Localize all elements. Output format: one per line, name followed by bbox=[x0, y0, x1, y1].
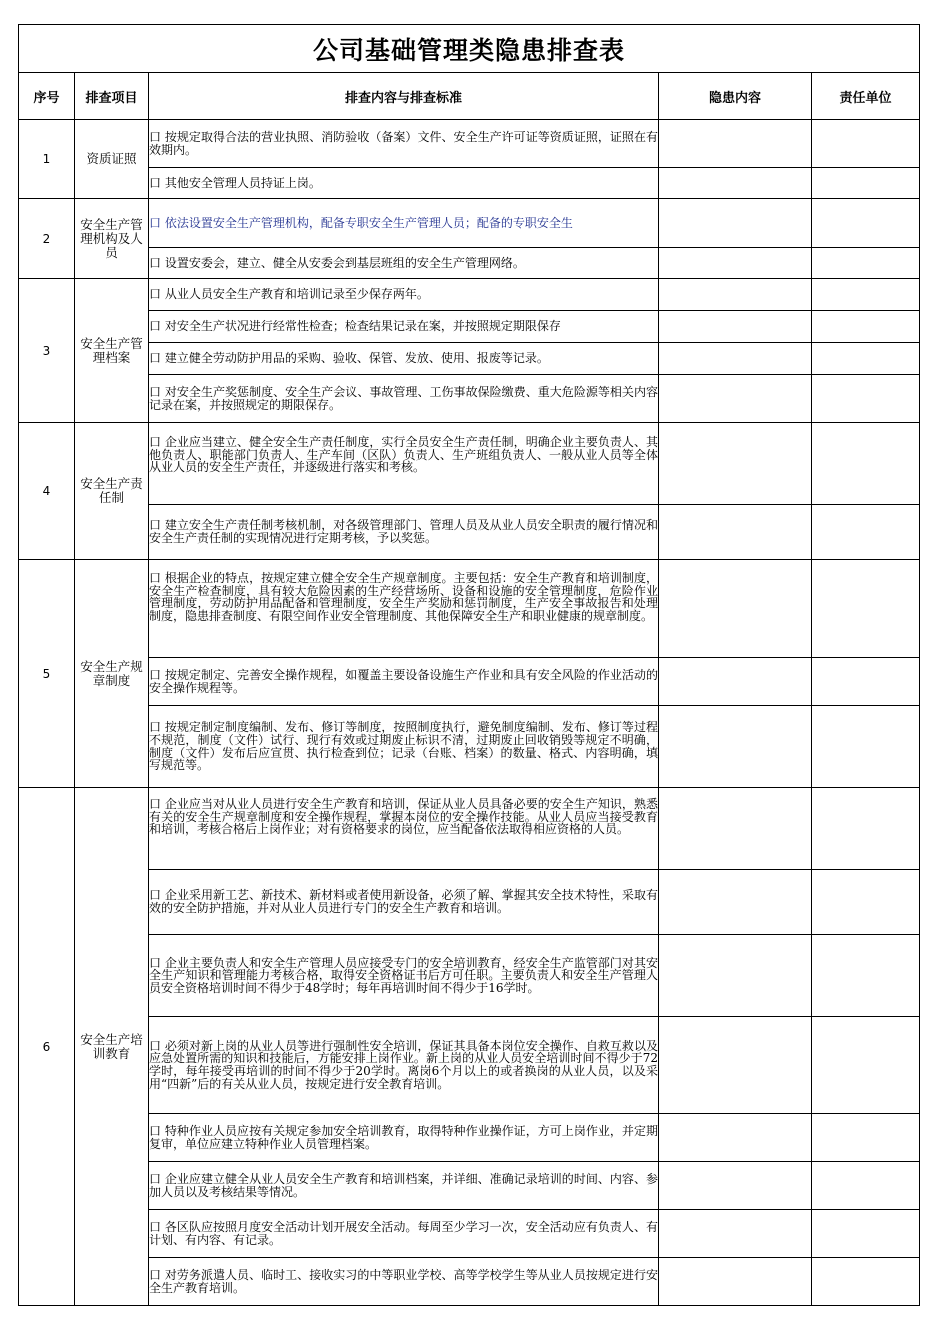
hazard-cell[interactable] bbox=[659, 706, 812, 788]
check-item: 口 对安全生产状况进行经常性检查；检查结果记录在案，并按照规定期限保存 bbox=[149, 311, 659, 343]
header-hazard: 隐患内容 bbox=[659, 73, 812, 120]
unit-cell[interactable] bbox=[812, 199, 920, 248]
header-content: 排查内容与排查标准 bbox=[149, 73, 659, 120]
table-row bbox=[19, 1114, 920, 1162]
check-item: 口 必须对新上岗的从业人员等进行强制性安全培训，保证其具备本岗位安全操作、自救互救以及应急处置所需的知识和技能后，方能安排上岗作业。新上岗的从业人员安全培训时间不得少于72学时，每年接受再培训的时间不得少于20学时。离岗6个月以上的或者换岗的从业人员，以及采用“四新”后的有关从业人员，按规定进行安全教育培训。 bbox=[149, 1017, 659, 1114]
check-item: 口 企业应当建立、健全安全生产责任制度，实行全员安全生产责任制，明确企业主要负责人、其他负责人、职能部门负责人、生产车间（区队）负责人、生产班组负责人、一般从业人员等全体从业人员的安全生产责任，并逐级进行落实和考核。 bbox=[149, 423, 659, 505]
section-category: 安全生产培训教育 bbox=[75, 788, 149, 1306]
check-item: 口 对劳务派遣人员、临时工、接收实习的中等职业学校、高等学校学生等从业人员按规定进行安全生产教育培训。 bbox=[149, 1258, 659, 1306]
table-row bbox=[19, 658, 920, 706]
unit-cell[interactable] bbox=[812, 658, 920, 706]
check-item: 口 根据企业的特点，按规定建立健全安全生产规章制度。主要包括：安全生产教育和培训制度，安全生产检查制度，具有较大危险因素的生产经营场所、设备和设施的安全管理制度，危险作业管理制度，劳动防护用品配备和管理制度，安全生产奖励和惩罚制度，生产安全事故报告和处理制度，隐患排查制度、有限空间作业安全管理制度、其他保障安全生产和职业健康的规章制度。 bbox=[149, 560, 659, 658]
table-row bbox=[19, 120, 920, 168]
check-item: 口 特种作业人员应按有关规定参加安全培训教育，取得特种作业操作证，方可上岗作业，并定期复审，单位应建立特种作业人员管理档案。 bbox=[149, 1114, 659, 1162]
unit-cell[interactable] bbox=[812, 375, 920, 423]
table-title: 公司基础管理类隐患排查表 bbox=[19, 25, 920, 73]
hazard-cell[interactable] bbox=[659, 279, 812, 311]
check-item: 口 依法设置安全生产管理机构，配备专职安全生产管理人员；配备的专职安全生 bbox=[149, 199, 659, 248]
unit-cell[interactable] bbox=[812, 1114, 920, 1162]
check-item: 口 其他安全管理人员持证上岗。 bbox=[149, 168, 659, 199]
hazard-cell[interactable] bbox=[659, 343, 812, 375]
check-item: 口 企业采用新工艺、新技术、新材料或者使用新设备，必须了解、掌握其安全技术特性，采取有效的安全防护措施，并对从业人员进行专门的安全生产教育和培训。 bbox=[149, 870, 659, 935]
section-category: 资质证照 bbox=[75, 120, 149, 199]
table-row bbox=[19, 560, 920, 658]
table-row bbox=[19, 788, 920, 870]
table-row bbox=[19, 311, 920, 343]
section-category: 安全生产管理档案 bbox=[75, 279, 149, 423]
unit-cell[interactable] bbox=[812, 1258, 920, 1306]
hazard-cell[interactable] bbox=[659, 935, 812, 1017]
check-item: 口 对安全生产奖惩制度、安全生产会议、事故管理、工伤事故保险缴费、重大危险源等相关内容记录在案，并按照规定的期限保存。 bbox=[149, 375, 659, 423]
unit-cell[interactable] bbox=[812, 343, 920, 375]
hazard-cell[interactable] bbox=[659, 120, 812, 168]
unit-cell[interactable] bbox=[812, 1162, 920, 1210]
table-row bbox=[19, 1258, 920, 1306]
check-item: 口 按规定取得合法的营业执照、消防验收（备案）文件、安全生产许可证等资质证照，证照在有效期内。 bbox=[149, 120, 659, 168]
hazard-cell[interactable] bbox=[659, 788, 812, 870]
hazard-cell[interactable] bbox=[659, 423, 812, 505]
section-category: 安全生产责任制 bbox=[75, 423, 149, 560]
unit-cell[interactable] bbox=[812, 120, 920, 168]
table-row bbox=[19, 343, 920, 375]
table-row bbox=[19, 199, 920, 248]
check-item: 口 按规定制定制度编制、发布、修订等制度，按照制度执行，避免制度编制、发布、修订等过程不规范，制度（文件）试行、现行有效或过期废止标识不清，过期废止回收销毁等规定不明确，制度（文件）发布后应宣贯、执行检查到位；记录（台账、档案）的数量、格式、内容明确，填写规范等。 bbox=[149, 706, 659, 788]
check-item: 口 按规定制定、完善安全操作规程，如覆盖主要设备设施生产作业和具有安全风险的作业活动的安全操作规程等。 bbox=[149, 658, 659, 706]
hazard-cell[interactable] bbox=[659, 1017, 812, 1114]
hazard-cell[interactable] bbox=[659, 658, 812, 706]
hazard-cell[interactable] bbox=[659, 1162, 812, 1210]
hazard-cell[interactable] bbox=[659, 1114, 812, 1162]
header-row bbox=[19, 73, 920, 120]
table-row bbox=[19, 706, 920, 788]
header-item: 排查项目 bbox=[75, 73, 149, 120]
check-item: 口 设置安委会，建立、健全从安委会到基层班组的安全生产管理网络。 bbox=[149, 248, 659, 279]
table-row bbox=[19, 1162, 920, 1210]
table-row bbox=[19, 168, 920, 199]
unit-cell[interactable] bbox=[812, 935, 920, 1017]
table-row bbox=[19, 248, 920, 279]
hazard-cell[interactable] bbox=[659, 505, 812, 560]
table-row bbox=[19, 1017, 920, 1114]
section-number: 5 bbox=[19, 560, 75, 788]
check-item: 口 企业应当对从业人员进行安全生产教育和培训，保证从业人员具备必要的安全生产知识，熟悉有关的安全生产规章制度和安全操作规程，掌握本岗位的安全操作技能。从业人员应当接受教育和培训，考核合格后上岗作业；对有资格要求的岗位，应当配备依法取得相应资格的人员。 bbox=[149, 788, 659, 870]
unit-cell[interactable] bbox=[812, 706, 920, 788]
hazard-cell[interactable] bbox=[659, 248, 812, 279]
unit-cell[interactable] bbox=[812, 279, 920, 311]
unit-cell[interactable] bbox=[812, 1017, 920, 1114]
table-row bbox=[19, 505, 920, 560]
unit-cell[interactable] bbox=[812, 505, 920, 560]
hazard-cell[interactable] bbox=[659, 1258, 812, 1306]
unit-cell[interactable] bbox=[812, 560, 920, 658]
unit-cell[interactable] bbox=[812, 1210, 920, 1258]
check-item: 口 企业应建立健全从业人员安全生产教育和培训档案，并详细、准确记录培训的时间、内容、参加人员以及考核结果等情况。 bbox=[149, 1162, 659, 1210]
unit-cell[interactable] bbox=[812, 248, 920, 279]
hazard-cell[interactable] bbox=[659, 560, 812, 658]
section-number: 1 bbox=[19, 120, 75, 199]
hazard-cell[interactable] bbox=[659, 199, 812, 248]
table-row bbox=[19, 870, 920, 935]
table-row bbox=[19, 935, 920, 1017]
section-number: 2 bbox=[19, 199, 75, 279]
section-number: 3 bbox=[19, 279, 75, 423]
check-item: 口 建立健全劳动防护用品的采购、验收、保管、发放、使用、报废等记录。 bbox=[149, 343, 659, 375]
unit-cell[interactable] bbox=[812, 311, 920, 343]
table-row bbox=[19, 279, 920, 311]
section-number: 6 bbox=[19, 788, 75, 1306]
unit-cell[interactable] bbox=[812, 423, 920, 505]
check-item: 口 各区队应按照月度安全活动计划开展安全活动。每周至少学习一次，安全活动应有负责人、有计划、有内容、有记录。 bbox=[149, 1210, 659, 1258]
check-item: 口 建立安全生产责任制考核机制，对各级管理部门、管理人员及从业人员安全职责的履行情况和安全生产责任制的实现情况进行定期考核，予以奖惩。 bbox=[149, 505, 659, 560]
unit-cell[interactable] bbox=[812, 168, 920, 199]
section-number: 4 bbox=[19, 423, 75, 560]
table-row bbox=[19, 1210, 920, 1258]
hazard-inspection-table bbox=[18, 24, 920, 1306]
section-category: 安全生产管理机构及人员 bbox=[75, 199, 149, 279]
hazard-cell[interactable] bbox=[659, 870, 812, 935]
hazard-cell[interactable] bbox=[659, 375, 812, 423]
unit-cell[interactable] bbox=[812, 788, 920, 870]
table-row bbox=[19, 375, 920, 423]
section-category: 安全生产规章制度 bbox=[75, 560, 149, 788]
table-row bbox=[19, 423, 920, 505]
header-unit: 责任单位 bbox=[812, 73, 920, 120]
hazard-cell[interactable] bbox=[659, 168, 812, 199]
check-item: 口 从业人员安全生产教育和培训记录至少保存两年。 bbox=[149, 279, 659, 311]
unit-cell[interactable] bbox=[812, 870, 920, 935]
hazard-cell[interactable] bbox=[659, 1210, 812, 1258]
hazard-cell[interactable] bbox=[659, 311, 812, 343]
header-num: 序号 bbox=[19, 73, 75, 120]
title-row bbox=[19, 25, 920, 73]
check-item: 口 企业主要负责人和安全生产管理人员应接受专门的安全培训教育，经安全生产监管部门对其安全生产知识和管理能力考核合格，取得安全资格证书后方可任职。主要负责人和安全生产管理人员安全资格培训时间不得少于48学时；每年再培训时间不得少于16学时。 bbox=[149, 935, 659, 1017]
